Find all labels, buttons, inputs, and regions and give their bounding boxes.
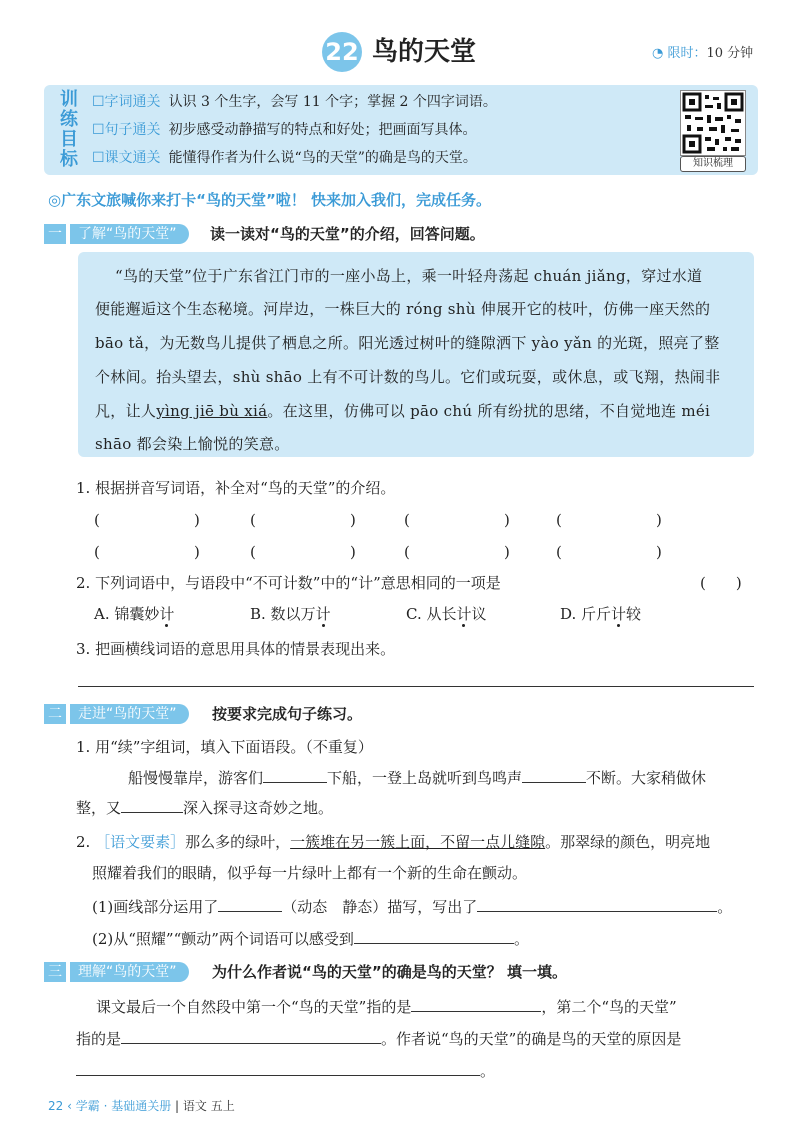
pinyin-answer-field[interactable] (566, 541, 654, 563)
qr-code-icon[interactable] (680, 90, 746, 156)
goal-text: 能懂得作者为什么说“鸟的天堂”的确是鸟的天堂。 (168, 150, 477, 166)
dotted-char: 计 (456, 605, 472, 623)
answer-paren-close: ) (656, 511, 662, 529)
goals-side-char: 目 (60, 129, 78, 150)
lesson-number-badge: 22 (322, 32, 362, 72)
page-number: 22 (48, 1099, 64, 1113)
dotted-char: 计 (611, 605, 627, 623)
answer-paren-open: ( (404, 543, 410, 561)
answer-paren-open: ( (250, 543, 256, 561)
s3-line1: 课文最后一个自然段中第一个“鸟的天堂”指的是 ，第二个“鸟的天堂” (96, 998, 677, 1016)
answer-paren-open: ( (556, 511, 562, 529)
goals-side-label (56, 90, 82, 170)
clock-icon: ◔ (652, 46, 664, 61)
pinyin-answer-field[interactable] (260, 541, 348, 563)
passage-text: 凡，让人 (95, 402, 157, 420)
section3-instruction: 为什么作者说“鸟的天堂”的确是鸟的天堂？ 填一填。 (212, 963, 567, 981)
section1-tag: 了解“鸟的天堂” (70, 224, 189, 244)
answer-paren-close: ) (194, 511, 200, 529)
q3-answer-line[interactable] (78, 686, 754, 687)
footer-separator: | (175, 1099, 180, 1113)
passage-line: 便能邂逅这个生态秘境。河岸边，一株巨大的 róng shù 伸展开它的枝叶，仿佛一座天然的 (95, 300, 711, 318)
pinyin-answer-field[interactable] (104, 541, 192, 563)
qr-label: 知识梳理 (680, 156, 746, 172)
footer-arrow-icon: ‹ (67, 1099, 72, 1113)
pinyin-answer-field[interactable] (260, 509, 348, 531)
answer-paren-open: ( (404, 511, 410, 529)
blank-input[interactable] (121, 1028, 381, 1044)
goal-item-words[interactable] (92, 92, 497, 112)
dotted-char: 计 (315, 605, 331, 623)
q2-option-d[interactable]: D. 斤斤计较 (560, 605, 642, 623)
intro-line: ◎广东文旅喊你来打卡“鸟的天堂”啦！ 快来加入我们，完成任务。 (48, 191, 492, 209)
blank-input[interactable] (218, 896, 282, 912)
section3-tag: 理解“鸟的天堂” (70, 962, 189, 982)
s2-question-2-line2: 照耀着我们的眼睛，似乎每一片绿叶上都有一个新的生命在颤动。 (92, 864, 528, 882)
passage-line: bāo tǎ，为无数鸟儿提供了栖息之所。阳光透过树叶的缝隙洒下 yào yǎn 的光斑，照亮了整 (95, 334, 720, 352)
section2-instruction: 按要求完成句子练习。 (212, 705, 363, 723)
passage-line (95, 401, 710, 421)
blank-input[interactable] (522, 767, 586, 783)
page-footer (48, 1098, 235, 1114)
section2-tag: 走进“鸟的天堂” (70, 704, 189, 724)
answer-paren-close: ) (194, 543, 200, 561)
s2-question-2-line1: 2. ［语文要素］那么多的绿叶，一簇堆在另一簇上面，不留一点儿缝隙。那翠绿的颜色，明亮地 (76, 833, 711, 851)
s2-q2-sub2: (2)从“照耀”“颤动”两个词语可以感受到 。 (92, 930, 529, 948)
pinyin-answer-field[interactable] (414, 509, 502, 531)
blank-input[interactable] (411, 996, 541, 1012)
language-element-tag: ［语文要素］ (95, 833, 186, 851)
answer-paren-open: ( (94, 511, 100, 529)
q2-option-c[interactable]: C. 从长计议 (406, 605, 487, 623)
section1-number: 一 (44, 224, 66, 244)
question-3: 3. 把画横线词语的意思用具体的情景表现出来。 (76, 640, 396, 658)
answer-paren-close: ) (350, 511, 356, 529)
subject-label: 语文 五上 (182, 1099, 235, 1113)
time-limit (652, 45, 753, 63)
pinyin-answer-field[interactable] (566, 509, 654, 531)
answer-paren-close: ) (350, 543, 356, 561)
goal-text: 认识 3 个生字，会写 11 个字；掌握 2 个四字词语。 (168, 94, 497, 110)
blank-input[interactable] (76, 1060, 480, 1076)
s2-question-1: 1. 用“续”字组词，填入下面语段。（不重复） (76, 738, 373, 756)
goal-checkbox-label[interactable]: ☐字词通关 (92, 94, 161, 110)
goals-side-char: 练 (60, 109, 78, 130)
goal-item-text[interactable] (92, 148, 477, 168)
dotted-char: 计 (159, 605, 175, 623)
s2-q1-line1: 船慢慢靠岸，游客们 下船，一登上岛就听到鸟鸣声 不断。大家稍做休 (128, 769, 707, 787)
answer-paren-open: ( (94, 543, 100, 561)
answer-paren-close: ) (656, 543, 662, 561)
answer-paren-close: ) (504, 543, 510, 561)
passage-line: shāo 都会染上愉悦的笑意。 (95, 435, 290, 453)
s3-line3: 。 (76, 1060, 495, 1082)
time-label: 限时： (667, 46, 707, 61)
question-2: 2. 下列词语中，与语段中“不可计数”中的“计”意思相同的一项是 (76, 574, 501, 592)
q2-option-a[interactable]: A. 锦囊妙计 (94, 605, 175, 623)
book-title: 学霸 · 基础通关册 (75, 1099, 172, 1113)
answer-paren-close: ) (504, 511, 510, 529)
underlined-sentence: 一簇堆在另一簇上面，不留一点儿缝隙 (290, 833, 546, 851)
goal-item-sentences[interactable] (92, 120, 477, 140)
pinyin-answer-field[interactable] (414, 541, 502, 563)
underlined-phrase: yìng jiē bù xiá (156, 402, 268, 420)
blank-input[interactable] (477, 896, 717, 912)
section1-instruction: 读一读对“鸟的天堂”的介绍，回答问题。 (210, 225, 485, 243)
goals-side-char: 标 (60, 149, 78, 170)
answer-paren-open: ( (250, 511, 256, 529)
question-1: 1. 根据拼音写词语，补全对“鸟的天堂”的介绍。 (76, 479, 396, 497)
pinyin-answer-field[interactable] (104, 509, 192, 531)
goal-checkbox-label[interactable]: ☐课文通关 (92, 150, 161, 166)
q2-answer-bracket[interactable]: ( ) (700, 574, 742, 592)
passage-line: “鸟的天堂”位于广东省江门市的一座小岛上，乘一叶轻舟荡起 chuán jiǎng，穿过水道 (115, 267, 703, 285)
goal-checkbox-label[interactable]: ☐句子通关 (92, 122, 161, 138)
blank-input[interactable] (354, 928, 514, 944)
blank-input[interactable] (121, 797, 183, 813)
time-value: 10 分钟 (706, 46, 754, 61)
section3-number: 三 (44, 962, 66, 982)
goals-side-char: 训 (60, 89, 78, 110)
q2-option-b[interactable]: B. 数以万计 (250, 605, 331, 623)
section2-number: 二 (44, 704, 66, 724)
passage-text: 。在这里，仿佛可以 pāo chú 所有纷扰的思绪，不自觉地连 méi (267, 402, 711, 420)
s2-q1-line2: 整，又 深入探寻这奇妙之地。 (76, 799, 334, 817)
lesson-title: 鸟的天堂 (372, 37, 477, 67)
passage-line: 个林间。抬头望去，shù shāo 上有不可计数的鸟儿。它们或玩耍，或休息，或飞翔，热闹非 (95, 368, 721, 386)
goal-text: 初步感受动静描写的特点和好处；把画面写具体。 (168, 122, 477, 138)
blank-input[interactable] (263, 767, 327, 783)
answer-paren-open: ( (556, 543, 562, 561)
s2-q2-sub1: (1)画线部分运用了 （动态 静态）描写，写出了 。 (92, 898, 733, 916)
s3-line2: 指的是 。作者说“鸟的天堂”的确是鸟的天堂的原因是 (76, 1030, 682, 1048)
